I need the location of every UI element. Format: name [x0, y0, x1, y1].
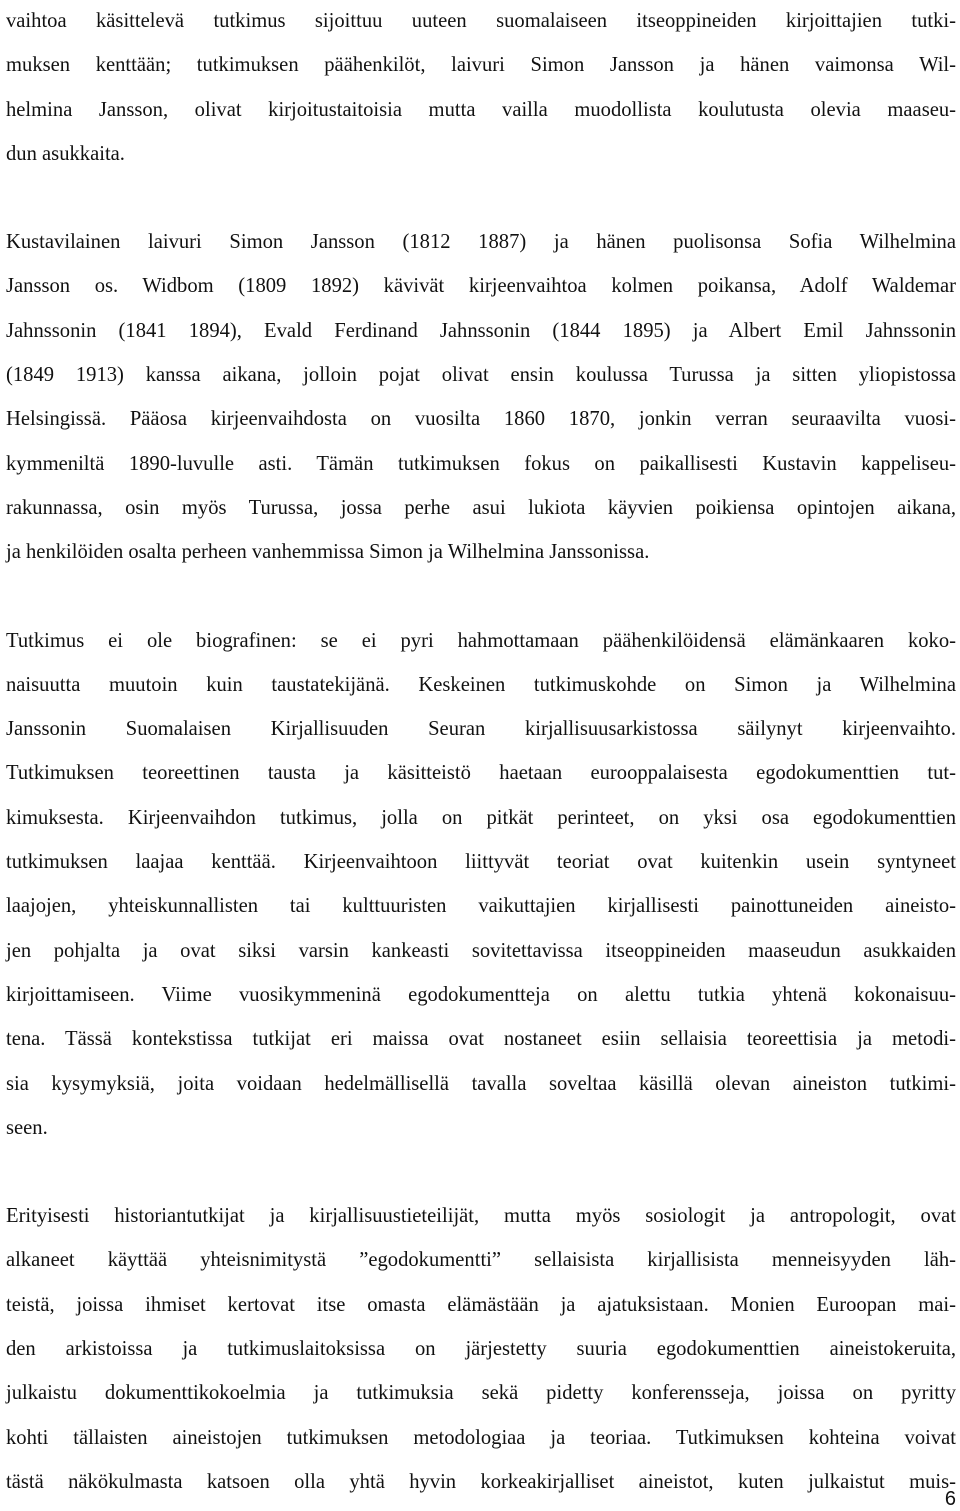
text-line: Tutkimus ei ole biografinen: se ei pyri hahmottamaan päähenkilöidensä elämänkaaren koko- [6, 629, 956, 652]
page-number: 6 [944, 1488, 956, 1510]
paragraph-2 [6, 220, 956, 574]
text-line: julkaistu dokumenttikokoelmia ja tutkimuksia sekä pidetty konferensseja, joissa on pyritty [6, 1382, 956, 1405]
paragraph-4 [6, 1194, 956, 1504]
text-line: kymmeniltä 1890-luvulle asti. Tämän tutkimuksen fokus on paikallisesti Kustavin kappeliseu- [6, 452, 956, 475]
text-line: sia kysymyksiä, joita voidaan hedelmällisellä tavalla soveltaa käsillä olevan aineiston tutkimi- [6, 1072, 956, 1095]
text-line: naisuutta muutoin kuin taustatekijänä. Keskeinen tutkimuskohde on Simon ja Wilhelmina [6, 673, 956, 696]
paragraph-gap [6, 575, 956, 619]
text-line: kohti tällaisten aineistojen tutkimuksen metodologiaa ja teoriaa. Tutkimuksen kohteina voivat [6, 1426, 956, 1449]
paragraph-gap [6, 1150, 956, 1194]
text-line: Erityisesti historiantutkijat ja kirjallisuustieteilijät, mutta myös sosiologit ja antropologit, ovat [6, 1205, 956, 1228]
text-line: Helsingissä. Pääosa kirjeenvaihdosta on vuosilta 1860 1870, jonkin verran seuraavilta vuosi- [6, 408, 956, 431]
document-page [6, 0, 956, 1504]
text-line: Tutkimuksen teoreettinen tausta ja käsitteistö haetaan eurooppalaisesta egodokumenttien tut- [6, 762, 956, 785]
text-line: (1849 1913) kanssa aikana, jolloin pojat olivat ensin koulussa Turussa ja sitten yliopistossa [6, 364, 956, 387]
text-line: rakunnassa, osin myös Turussa, jossa perhe asui lukiota käyvien poikiensa opintojen aikana, [6, 496, 956, 519]
text-line: jen pohjalta ja ovat siksi varsin kankeasti sovitettavissa itseoppineiden maaseudun asukkaiden [6, 939, 956, 962]
text-line: den arkistoissa ja tutkimuslaitoksissa on järjestetty suuria egodokumenttien aineistokeruita, [6, 1338, 956, 1361]
text-line: alkaneet käyttää yhteisnimitystä ”egodokumentti” sellaisista kirjallisista menneisyyden läh- [6, 1249, 956, 1272]
text-line: ja henkilöiden osalta perheen vanhemmissa Simon ja Wilhelmina Janssonissa. [6, 541, 650, 564]
paragraph-1 [6, 0, 956, 176]
text-line: Jansson os. Widbom (1809 1892) kävivät kirjeenvaihtoa kolmen poikansa, Adolf Waldemar [6, 275, 956, 298]
text-line: tutkimuksen laajaa kenttää. Kirjeenvaihtoon liittyvät teoriat ovat kuitenkin usein syntyneet [6, 851, 956, 874]
text-line: dun asukkaita. [6, 142, 125, 165]
text-line: Janssonin Suomalaisen Kirjallisuuden Seuran kirjallisuusarkistossa säilynyt kirjeenvaihto. [6, 718, 956, 741]
text-line: kimuksesta. Kirjeenvaihdon tutkimus, jolla on pitkät perinteet, on yksi osa egodokumenttien [6, 806, 956, 829]
text-line: vaihtoa käsittelevä tutkimus sijoittuu uuteen suomalaiseen itseoppineiden kirjoittajien tutki- [6, 10, 956, 32]
text-line: teistä, joissa ihmiset kertovat itse omasta elämästään ja ajatuksistaan. Monien Euroopan mai- [6, 1293, 956, 1316]
text-line: seen. [6, 1116, 48, 1139]
text-line: laajojen, yhteiskunnallisten tai kulttuuristen vaikuttajien kirjallisesti painottuneiden aineisto- [6, 895, 956, 918]
paragraph-gap [6, 176, 956, 220]
text-line: kirjoittamiseen. Viime vuosikymmeninä egodokumentteja on alettu tutkia yhtenä kokonaisuu- [6, 983, 956, 1006]
text-line: helmina Jansson, olivat kirjoitustaitoisia mutta vailla muodollista koulutusta olevia maaseu- [6, 98, 956, 121]
text-line: Jahnssonin (1841 1894), Evald Ferdinand Jahnssonin (1844 1895) ja Albert Emil Jahnssonin [6, 319, 956, 342]
text-line: muksen kenttään; tutkimuksen päähenkilöt, laivuri Simon Jansson ja hänen vaimonsa Wil- [6, 54, 956, 77]
text-line: tästä näkökulmasta katsoen olla yhtä hyvin korkeakirjalliset aineistot, kuten julkaistut muis- [6, 1470, 956, 1493]
paragraph-3 [6, 619, 956, 1151]
text-line: tena. Tässä kontekstissa tutkijat eri maissa ovat nostaneet esiin sellaisia teoreettisia ja metodi- [6, 1028, 956, 1051]
text-line: Kustavilainen laivuri Simon Jansson (1812 1887) ja hänen puolisonsa Sofia Wilhelmina [6, 231, 956, 254]
